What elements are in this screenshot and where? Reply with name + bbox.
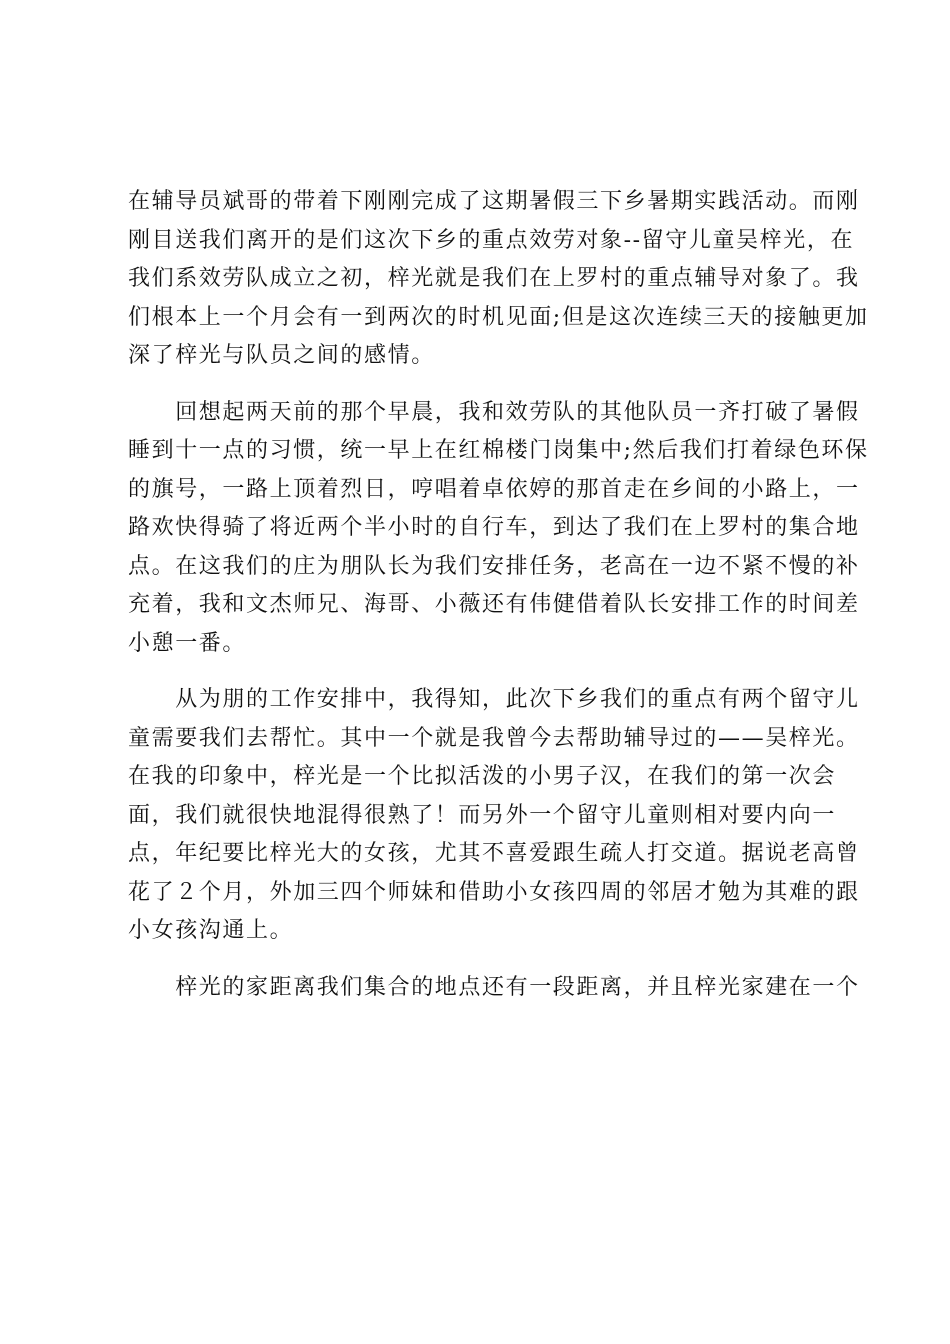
text-line: 小女孩沟通上。 (128, 918, 294, 943)
text-line: 回想起两天前的那个早晨，我和效劳队的其他队员一齐打破了暑假 (128, 399, 860, 425)
text-line: 们根本上一个月会有一到两次的时机见面;但是这次连续三天的接触更加 (128, 304, 869, 330)
text-line: 花了２个月，外加三四个师妹和借助小女孩四周的邻居才勉为其难的跟 (128, 879, 860, 905)
text-line: 深了梓光与队员之间的感情。 (128, 343, 435, 368)
text-line: 充着，我和文杰师兄、海哥、小薇还有伟健借着队长安排工作的时间差 (128, 592, 860, 617)
paragraph-2 (128, 394, 869, 664)
text-line: 童需要我们去帮忙。其中一个就是我曾今去帮助辅导过的——吴梓光。 (128, 725, 860, 751)
text-line: 从为朋的工作安排中，我得知，此次下乡我们的重点有两个留守儿 (128, 687, 860, 712)
text-line: 的旗号，一路上顶着烈日，哼唱着卓依婷的那首走在乡间的小路上，一 (128, 476, 860, 502)
paragraph-4 (128, 969, 860, 1008)
text-line: 点，年纪要比梓光大的女孩，尤其不喜爱跟生疏人打交道。据说老高曾 (128, 841, 860, 866)
document-body (128, 183, 869, 1025)
paragraph-3 (128, 681, 860, 951)
text-line: 刚目送我们离开的是们这次下乡的重点效劳对象--留守儿童吴梓光，在 (128, 227, 855, 253)
text-line: 梓光的家距离我们集合的地点还有一段距离，并且梓光家建在一个 (128, 974, 860, 1000)
text-line: 我们系效劳队成立之初，梓光就是我们在上罗村的重点辅导对象了。我 (128, 266, 860, 291)
text-line: 路欢快得骑了将近两个半小时的自行车，到达了我们在上罗村的集合地 (128, 515, 860, 540)
text-line: 点。在这我们的庄为朋队长为我们安排任务，老高在一边不紧不慢的补 (128, 553, 860, 579)
text-line: 面，我们就很快地混得很熟了！而另外一个留守儿童则相对要内向一 (128, 802, 837, 828)
text-line: 在辅导员斌哥的带着下刚刚完成了这期暑假三下乡暑期实践活动。而刚 (128, 189, 860, 214)
text-line: 小憩一番。 (128, 630, 247, 656)
paragraph-1 (128, 183, 869, 376)
text-line: 睡到十一点的习惯，统一早上在红棉楼门岗集中;然后我们打着绿色环保 (128, 438, 869, 463)
text-line: 在我的印象中，梓光是一个比拟活泼的小男子汉，在我们的第一次会 (128, 764, 837, 789)
